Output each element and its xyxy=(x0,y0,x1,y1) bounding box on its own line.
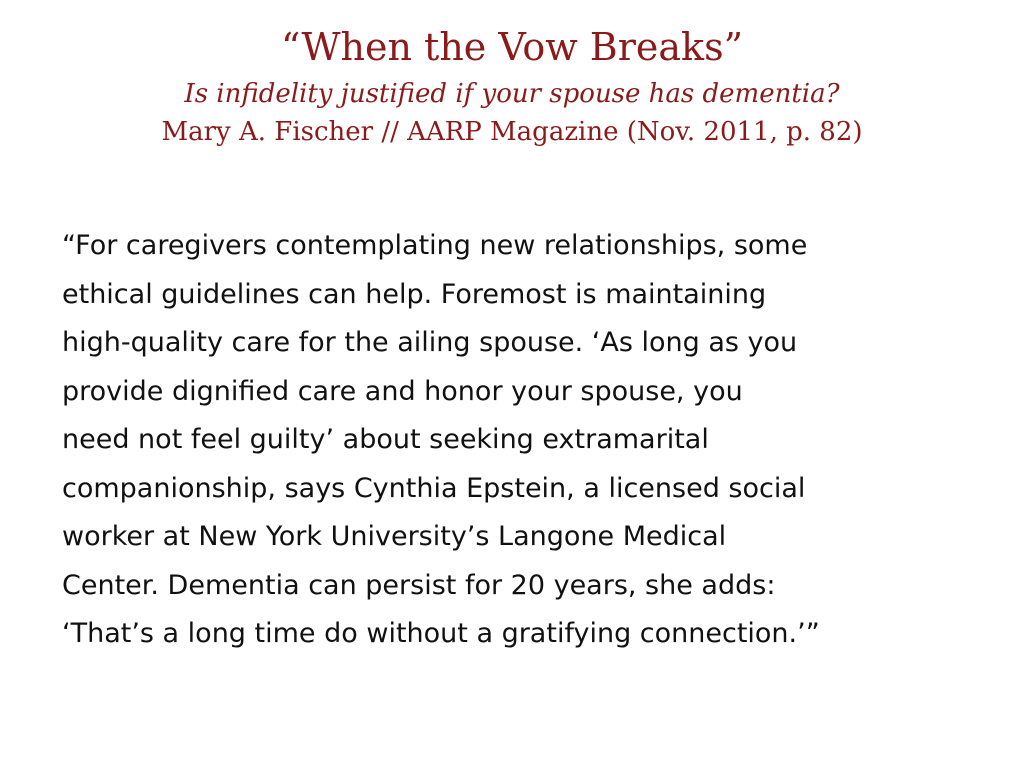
quote-line: ‘That’s a long time do without a gratifying connection.’” xyxy=(62,618,820,649)
slide-subtitle: Is infidelity justified if your spouse has dementia? xyxy=(184,79,840,109)
quote-line: Center. Dementia can persist for 20 years, she adds: xyxy=(62,569,776,601)
quote-line: provide dignified care and honor your spouse, you xyxy=(62,375,743,407)
quote-line: high-quality care for the ailing spouse. ‘As long as you xyxy=(62,327,798,358)
quote-line: companionship, says Cynthia Epstein, a licensed social xyxy=(62,472,806,504)
slide-citation: Mary A. Fischer // AARP Magazine (Nov. 2011, p. 82) xyxy=(161,117,863,147)
slide-title: “When the Vow Breaks” xyxy=(281,25,743,69)
quote-body xyxy=(62,222,962,659)
quote-line: “For caregivers contemplating new relationships, some xyxy=(62,230,808,261)
quote-line: need not feel guilty’ about seeking extramarital xyxy=(62,424,709,455)
slide-header xyxy=(0,24,1024,150)
quote-line: ethical guidelines can help. Foremost is maintaining xyxy=(62,278,767,310)
quote-line: worker at New York University’s Langone Medical xyxy=(62,521,727,552)
